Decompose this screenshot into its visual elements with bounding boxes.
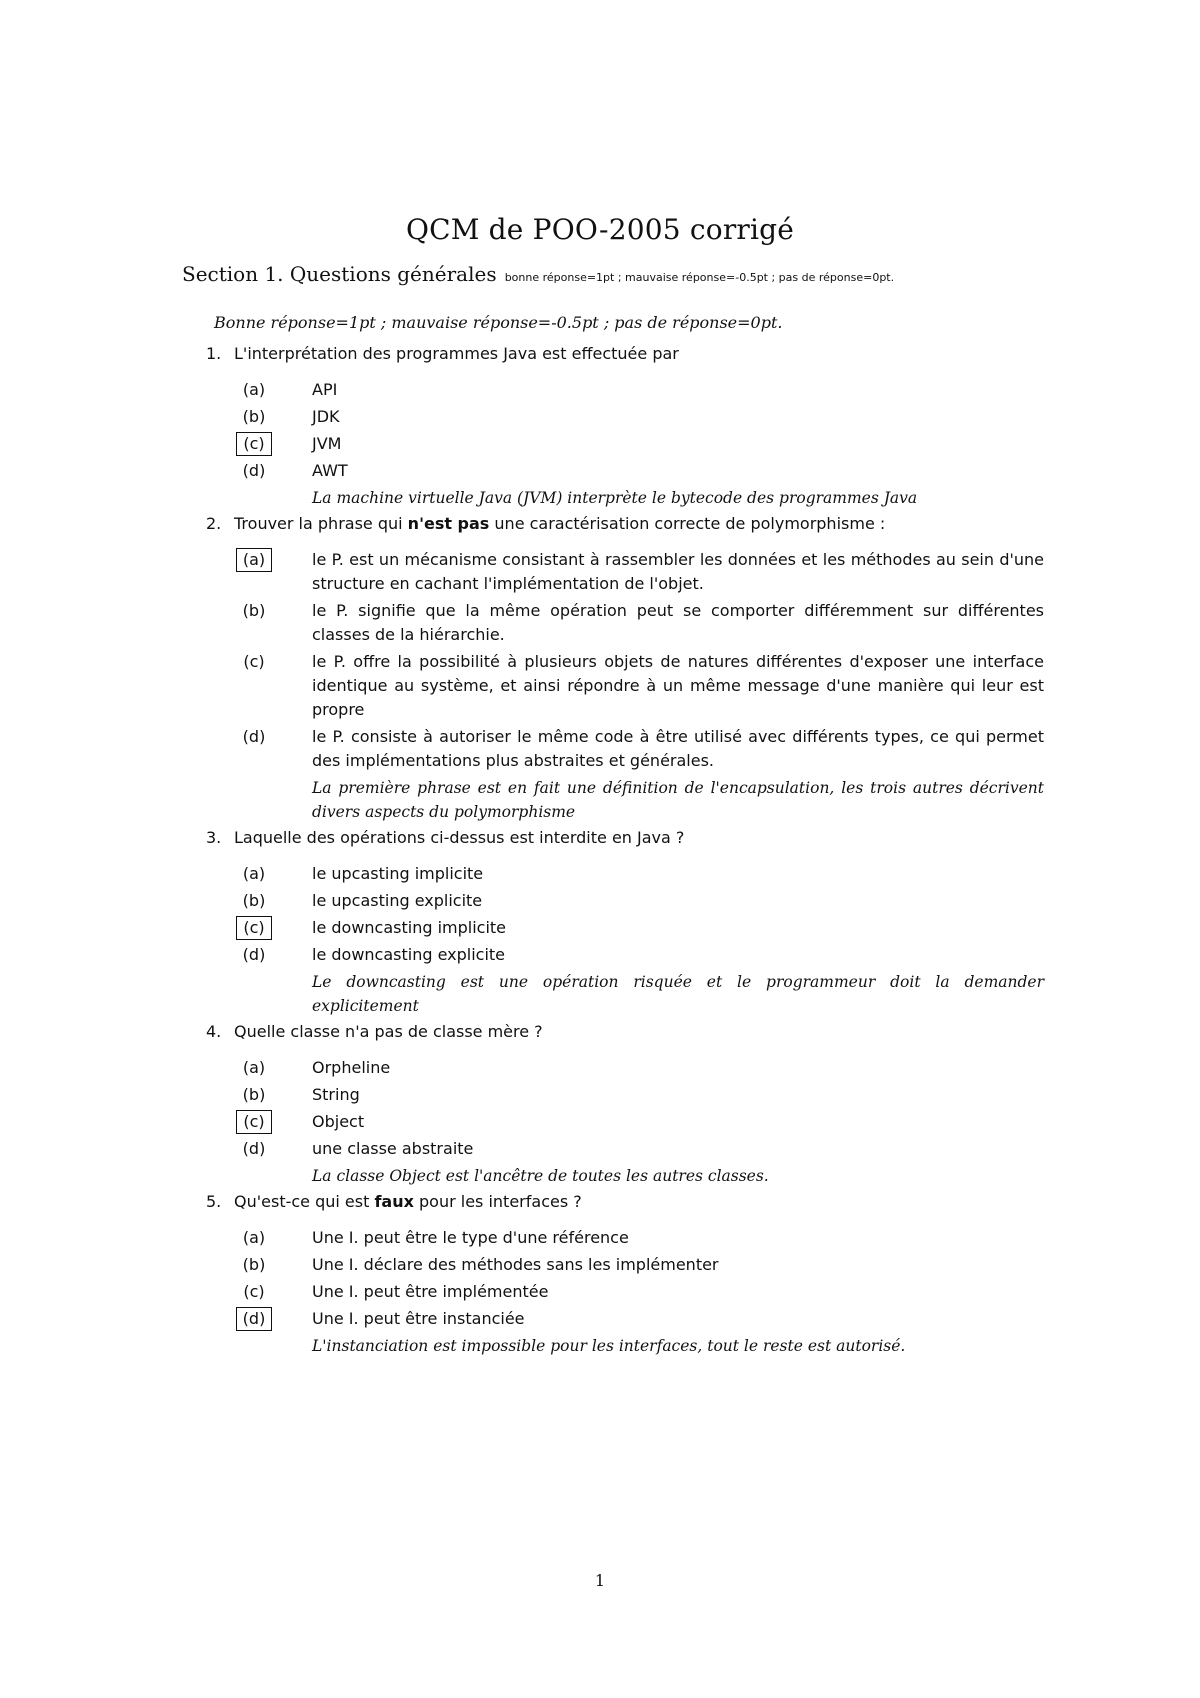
section-header — [182, 262, 894, 286]
option-a — [234, 862, 1044, 886]
option-b — [234, 599, 1044, 647]
option-label: (d) — [242, 727, 266, 746]
option-c — [234, 432, 1044, 456]
question-list — [206, 342, 1044, 1360]
option-text: Une I. peut être implémentée — [312, 1282, 549, 1301]
answer-explanation: La machine virtuelle Java (JVM) interprète le bytecode des programmes Java — [312, 489, 918, 507]
answer-explanation: La classe Object est l'ancêtre de toutes les autres classes. — [312, 1167, 769, 1185]
option-d — [234, 1137, 1044, 1161]
question-number: 5. — [206, 1192, 222, 1211]
question-1 — [206, 342, 1044, 510]
option-list — [234, 548, 1044, 824]
option-label: (d) — [242, 945, 266, 964]
option-text: le upcasting implicite — [312, 864, 484, 883]
option-text: JVM — [312, 434, 342, 453]
option-d — [234, 943, 1044, 967]
option-text: le P. signifie que la même opération peut se comporter différemment sur différentes classes de la hiérarchie. — [312, 601, 1044, 644]
option-text: String — [312, 1085, 360, 1104]
option-label: (b) — [242, 1255, 266, 1274]
option-b — [234, 1083, 1044, 1107]
option-text: le upcasting explicite — [312, 891, 483, 910]
option-c — [234, 916, 1044, 940]
answer-explanation: La première phrase est en fait une définition de l'encapsulation, les trois autres décrivent divers aspects du polymorphisme — [312, 779, 1044, 821]
option-a — [234, 1056, 1044, 1080]
scoring-intro: Bonne réponse=1pt ; mauvaise réponse=-0.5pt ; pas de réponse=0pt. — [214, 313, 783, 332]
option-c — [234, 1280, 1044, 1304]
option-label-correct: (c) — [236, 916, 272, 940]
section-heading: Section 1. Questions générales — [182, 262, 497, 286]
option-text: API — [312, 380, 338, 399]
option-label: (b) — [242, 891, 266, 910]
option-d — [234, 1307, 1044, 1331]
question-number: 1. — [206, 344, 222, 363]
option-c — [234, 650, 1044, 722]
option-list — [234, 1056, 1044, 1188]
section-scoring-note: bonne réponse=1pt ; mauvaise réponse=-0.5pt ; pas de réponse=0pt. — [504, 271, 895, 284]
question-text: L'interprétation des programmes Java est effectuée par — [234, 344, 679, 363]
option-label: (c) — [243, 652, 265, 671]
question-4 — [206, 1020, 1044, 1188]
question-text: Qu'est-ce qui est faux pour les interfaces ? — [234, 1192, 582, 1211]
option-text: le downcasting implicite — [312, 918, 507, 937]
option-text: JDK — [312, 407, 340, 426]
question-5 — [206, 1190, 1044, 1358]
option-text: Object — [312, 1112, 365, 1131]
question-text: Quelle classe n'a pas de classe mère ? — [234, 1022, 543, 1041]
option-text: AWT — [312, 461, 348, 480]
option-c — [234, 1110, 1044, 1134]
question-number: 4. — [206, 1022, 222, 1041]
option-d — [234, 725, 1044, 773]
option-text: le P. offre la possibilité à plusieurs objets de natures différentes d'exposer une interface identique au système, et ainsi répondre à un même message d'une manière qui leur est propre — [312, 652, 1044, 719]
option-label: (a) — [242, 380, 266, 399]
option-list — [234, 1226, 1044, 1358]
question-text: Laquelle des opérations ci-dessus est interdite en Java ? — [234, 828, 685, 847]
question-3 — [206, 826, 1044, 1018]
option-list — [234, 378, 1044, 510]
option-text: Une I. peut être instanciée — [312, 1309, 525, 1328]
page-title: QCM de POO-2005 corrigé — [405, 213, 795, 246]
option-label: (c) — [243, 1282, 265, 1301]
option-text: le P. est un mécanisme consistant à rassembler les données et les méthodes au sein d'une structure en cachant l'implémentation de l'objet. — [312, 550, 1044, 593]
option-b — [234, 405, 1044, 429]
option-text: Une I. déclare des méthodes sans les implémenter — [312, 1255, 719, 1274]
option-label: (a) — [242, 864, 266, 883]
option-b — [234, 1253, 1044, 1277]
page-number: 1 — [594, 1571, 606, 1590]
question-2 — [206, 512, 1044, 824]
option-label-correct: (c) — [236, 1110, 272, 1134]
option-text: le P. consiste à autoriser le même code à être utilisé avec différents types, ce qui permet des implémentations plus abstraites et générales. — [312, 727, 1044, 770]
option-a — [234, 1226, 1044, 1250]
option-label-correct: (a) — [236, 548, 272, 572]
option-label: (a) — [242, 1058, 266, 1077]
answer-explanation: Le downcasting est une opération risquée et le programmeur doit la demander explicitement — [312, 973, 1044, 1015]
option-d — [234, 459, 1044, 483]
question-number: 2. — [206, 514, 222, 533]
option-label: (d) — [242, 1139, 266, 1158]
option-label: (b) — [242, 407, 266, 426]
option-text: Une I. peut être le type d'une référence — [312, 1228, 629, 1247]
option-text: une classe abstraite — [312, 1139, 474, 1158]
option-label: (b) — [242, 601, 266, 620]
question-number: 3. — [206, 828, 222, 847]
option-label: (b) — [242, 1085, 266, 1104]
option-label-correct: (c) — [236, 432, 272, 456]
option-text: Orpheline — [312, 1058, 391, 1077]
option-label-correct: (d) — [236, 1307, 272, 1331]
option-list — [234, 862, 1044, 1018]
question-text: Trouver la phrase qui n'est pas une caractérisation correcte de polymorphisme : — [234, 514, 886, 533]
option-b — [234, 889, 1044, 913]
answer-explanation: L'instanciation est impossible pour les interfaces, tout le reste est autorisé. — [312, 1337, 906, 1355]
option-text: le downcasting explicite — [312, 945, 506, 964]
option-label: (a) — [242, 1228, 266, 1247]
option-a — [234, 548, 1044, 596]
option-label: (d) — [242, 461, 266, 480]
option-a — [234, 378, 1044, 402]
